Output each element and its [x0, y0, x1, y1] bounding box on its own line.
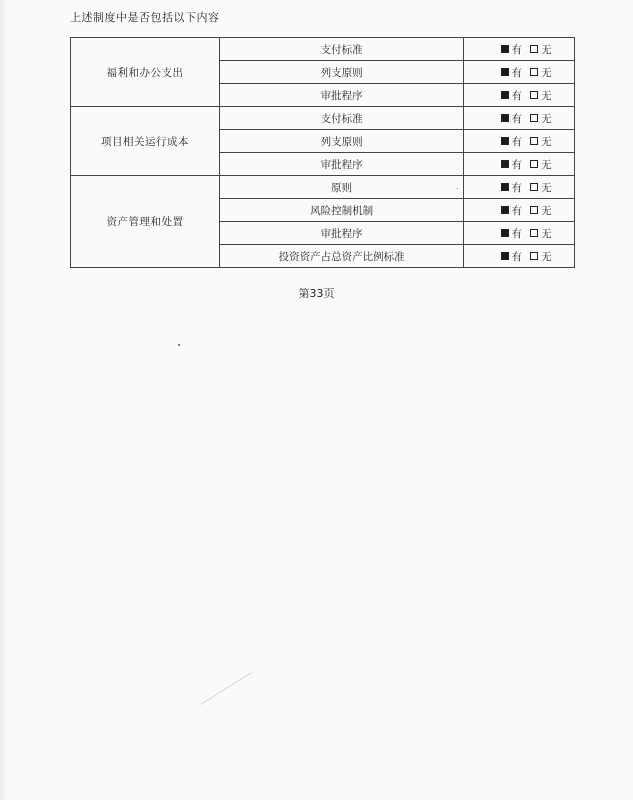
- item-cell: 审批程序: [220, 153, 464, 176]
- page-number: 第33页: [298, 287, 335, 300]
- empty-box-icon[interactable]: [530, 160, 538, 168]
- category-cell: 福利和办公支出: [71, 38, 220, 107]
- option-no-label: 无: [541, 204, 552, 217]
- option-yes-label: 有: [511, 135, 523, 148]
- yes-no-options: [487, 249, 552, 264]
- item-cell: 投资资产占总资产比例标准: [220, 245, 464, 268]
- checked-box-icon[interactable]: [501, 229, 509, 237]
- answer-cell: [464, 222, 575, 245]
- option-no-label: 无: [541, 135, 552, 148]
- option-no-label: 无: [541, 66, 552, 79]
- option-yes-label: 有: [511, 204, 523, 217]
- yes-no-options: [487, 180, 552, 195]
- item-cell: 列支原则: [220, 130, 464, 153]
- checked-box-icon[interactable]: [501, 68, 509, 76]
- scan-scratch: [200, 672, 251, 705]
- answer-cell: [464, 107, 575, 130]
- checked-box-icon[interactable]: [501, 252, 509, 260]
- yes-no-options: [487, 203, 552, 218]
- yes-no-options: [487, 88, 552, 103]
- checked-box-icon[interactable]: [501, 91, 509, 99]
- answer-cell: [464, 199, 575, 222]
- option-yes-label: 有: [511, 250, 523, 263]
- empty-box-icon[interactable]: [530, 68, 538, 76]
- option-yes-label: 有: [511, 89, 523, 102]
- scan-speck: [457, 188, 458, 189]
- option-yes-label: 有: [511, 43, 523, 56]
- empty-box-icon[interactable]: [530, 229, 538, 237]
- answer-cell: [464, 245, 575, 268]
- category-cell: 资产管理和处置: [71, 176, 220, 268]
- item-cell: 支付标准: [220, 107, 464, 130]
- option-yes-label: 有: [511, 158, 523, 171]
- answer-cell: [464, 38, 575, 61]
- answer-cell: [464, 61, 575, 84]
- yes-no-options: [487, 111, 552, 126]
- yes-no-options: [487, 65, 552, 80]
- item-cell: 审批程序: [220, 222, 464, 245]
- answer-cell: [464, 153, 575, 176]
- yes-no-options: [487, 134, 552, 149]
- option-no-label: 无: [541, 43, 552, 56]
- table-row: [71, 38, 575, 61]
- table-row: [71, 176, 575, 199]
- option-no-label: 无: [541, 89, 552, 102]
- option-no-label: 无: [541, 250, 552, 263]
- option-yes-label: 有: [511, 181, 523, 194]
- checked-box-icon[interactable]: [501, 137, 509, 145]
- answer-cell: [464, 130, 575, 153]
- option-no-label: 无: [541, 227, 552, 240]
- intro-question: 上述制度中是否包括以下内容: [70, 11, 220, 24]
- empty-box-icon[interactable]: [530, 206, 538, 214]
- yes-no-options: [487, 226, 552, 241]
- scan-speck: [178, 344, 180, 346]
- empty-box-icon[interactable]: [530, 137, 538, 145]
- empty-box-icon[interactable]: [530, 91, 538, 99]
- checked-box-icon[interactable]: [501, 160, 509, 168]
- yes-no-options: [487, 157, 552, 172]
- item-cell: 审批程序: [220, 84, 464, 107]
- option-no-label: 无: [541, 112, 552, 125]
- scan-edge-shadow: [0, 0, 8, 800]
- item-cell: 原则: [220, 176, 464, 199]
- option-yes-label: 有: [511, 66, 523, 79]
- empty-box-icon[interactable]: [530, 252, 538, 260]
- category-cell: 项目相关运行成本: [71, 107, 220, 176]
- option-no-label: 无: [541, 181, 552, 194]
- answer-cell: [464, 176, 575, 199]
- empty-box-icon[interactable]: [530, 45, 538, 53]
- yes-no-options: [487, 42, 552, 57]
- option-yes-label: 有: [511, 112, 523, 125]
- option-no-label: 无: [541, 158, 552, 171]
- empty-box-icon[interactable]: [530, 183, 538, 191]
- checked-box-icon[interactable]: [501, 183, 509, 191]
- item-cell: 风险控制机制: [220, 199, 464, 222]
- item-cell: 列支原则: [220, 61, 464, 84]
- disclosure-table: [70, 37, 575, 268]
- checked-box-icon[interactable]: [501, 45, 509, 53]
- empty-box-icon[interactable]: [530, 114, 538, 122]
- table-row: [71, 107, 575, 130]
- item-cell: 支付标准: [220, 38, 464, 61]
- checked-box-icon[interactable]: [501, 206, 509, 214]
- table-body: [71, 38, 575, 268]
- answer-cell: [464, 84, 575, 107]
- checked-box-icon[interactable]: [501, 114, 509, 122]
- option-yes-label: 有: [511, 227, 523, 240]
